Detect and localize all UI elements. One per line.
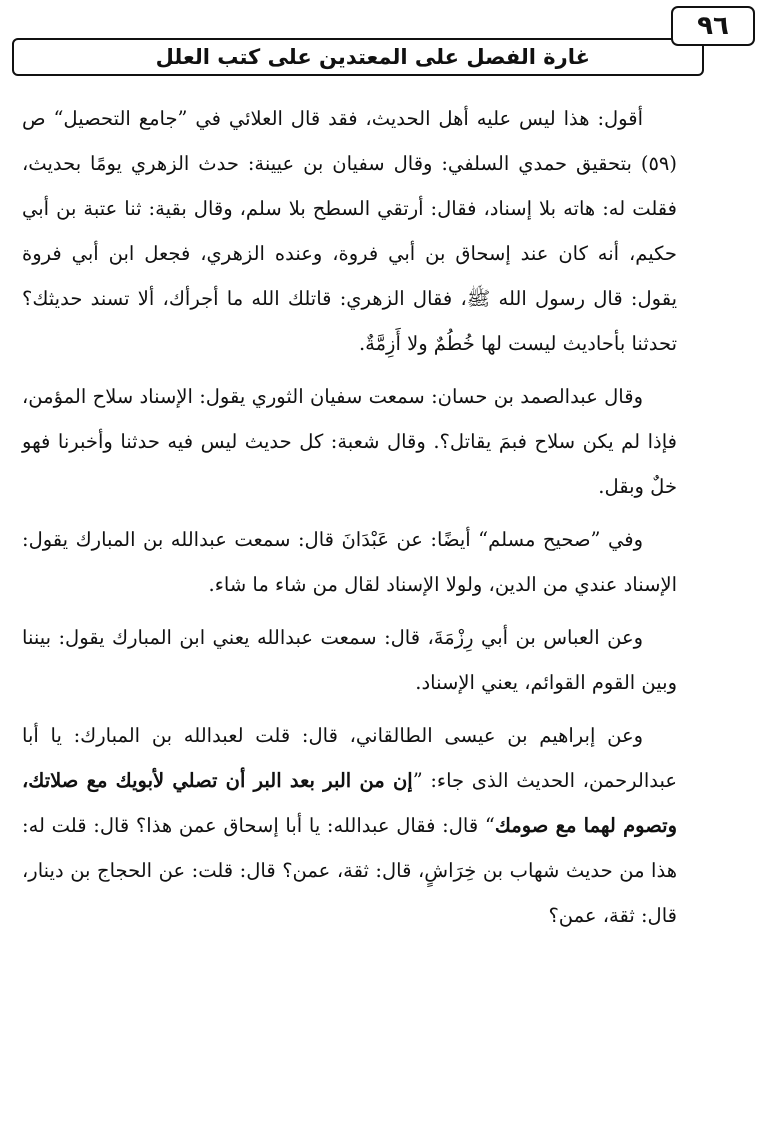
hadith-quote: إن من البر بعد البر أن تصلي لأبويك مع صلاتك، وتصوم لهما مع صومك: [22, 769, 677, 837]
paragraph-4: وعن العباس بن أبي رِزْمَةَ، قال: سمعت عبدالله يعني ابن المبارك يقول: بيننا وبين القوم القوائم، يعني الإسناد.: [22, 626, 677, 694]
paragraph-5: [22, 713, 677, 938]
paragraph-1: أقول: هذا ليس عليه أهل الحديث، فقد قال العلائي في ”جامع التحصيل“ ص (٥٩) بتحقيق حمدي السلفي: وقال سفيان بن عيينة: حدث الزهري يومًا بحديث، فقلت له: هاته بلا إسناد، فقال: أرتقي السطح بلا سلم، وقال بقية: ثنا عتبة بن أبي حكيم، أنه كان عند إسحاق بن أبي فروة، وعنده الزهري، فجعل ابن أبي فروة يقول: قال رسول الله ﷺ، فقال الزهري: قاتلك الله ما أجرأك، ألا تسند حديثك؟ تحدثنا بأحاديث ليست لها خُطُمٌ ولا أَزِمَّةٌ.: [22, 107, 677, 355]
page-number: ٩٦: [671, 6, 755, 46]
paragraph-3: وفي ”صحيح مسلم“ أيضًا: عن عَبْدَانَ قال: سمعت عبدالله بن المبارك يقول: الإسناد عندي من الدين، ولولا الإسناد لقال من شاء ما شاء.: [22, 528, 677, 596]
book-title: غارة الفصل على المعتدين على كتب العلل: [155, 45, 590, 69]
running-header: [12, 38, 704, 76]
paragraph-5-intro: وعن إبراهيم بن عيسى الطالقاني، قال: قلت لعبدالله بن المبارك: يا أبا عبدالرحمن، الحديث الذى جاء: ”: [22, 724, 677, 792]
paragraph-2: وقال عبدالصمد بن حسان: سمعت سفيان الثوري يقول: الإسناد سلاح المؤمن، فإذا لم يكن سلاح فبمَ يقاتل؟. وقال شعبة: كل حديث ليس فيه حدثنا وأخبرنا فهو خلٌ وبقل.: [22, 385, 677, 498]
paragraph-5-rest: “ قال: فقال عبدالله: يا أبا إسحاق عمن هذا؟ قال: قلت له: هذا من حديث شهاب بن خِرَاشٍ، قال: ثقة، عمن؟ قال: قلت: عن الحجاج بن دينار، قال: ثقة، عمن؟: [22, 814, 677, 927]
page-body: [22, 96, 677, 938]
